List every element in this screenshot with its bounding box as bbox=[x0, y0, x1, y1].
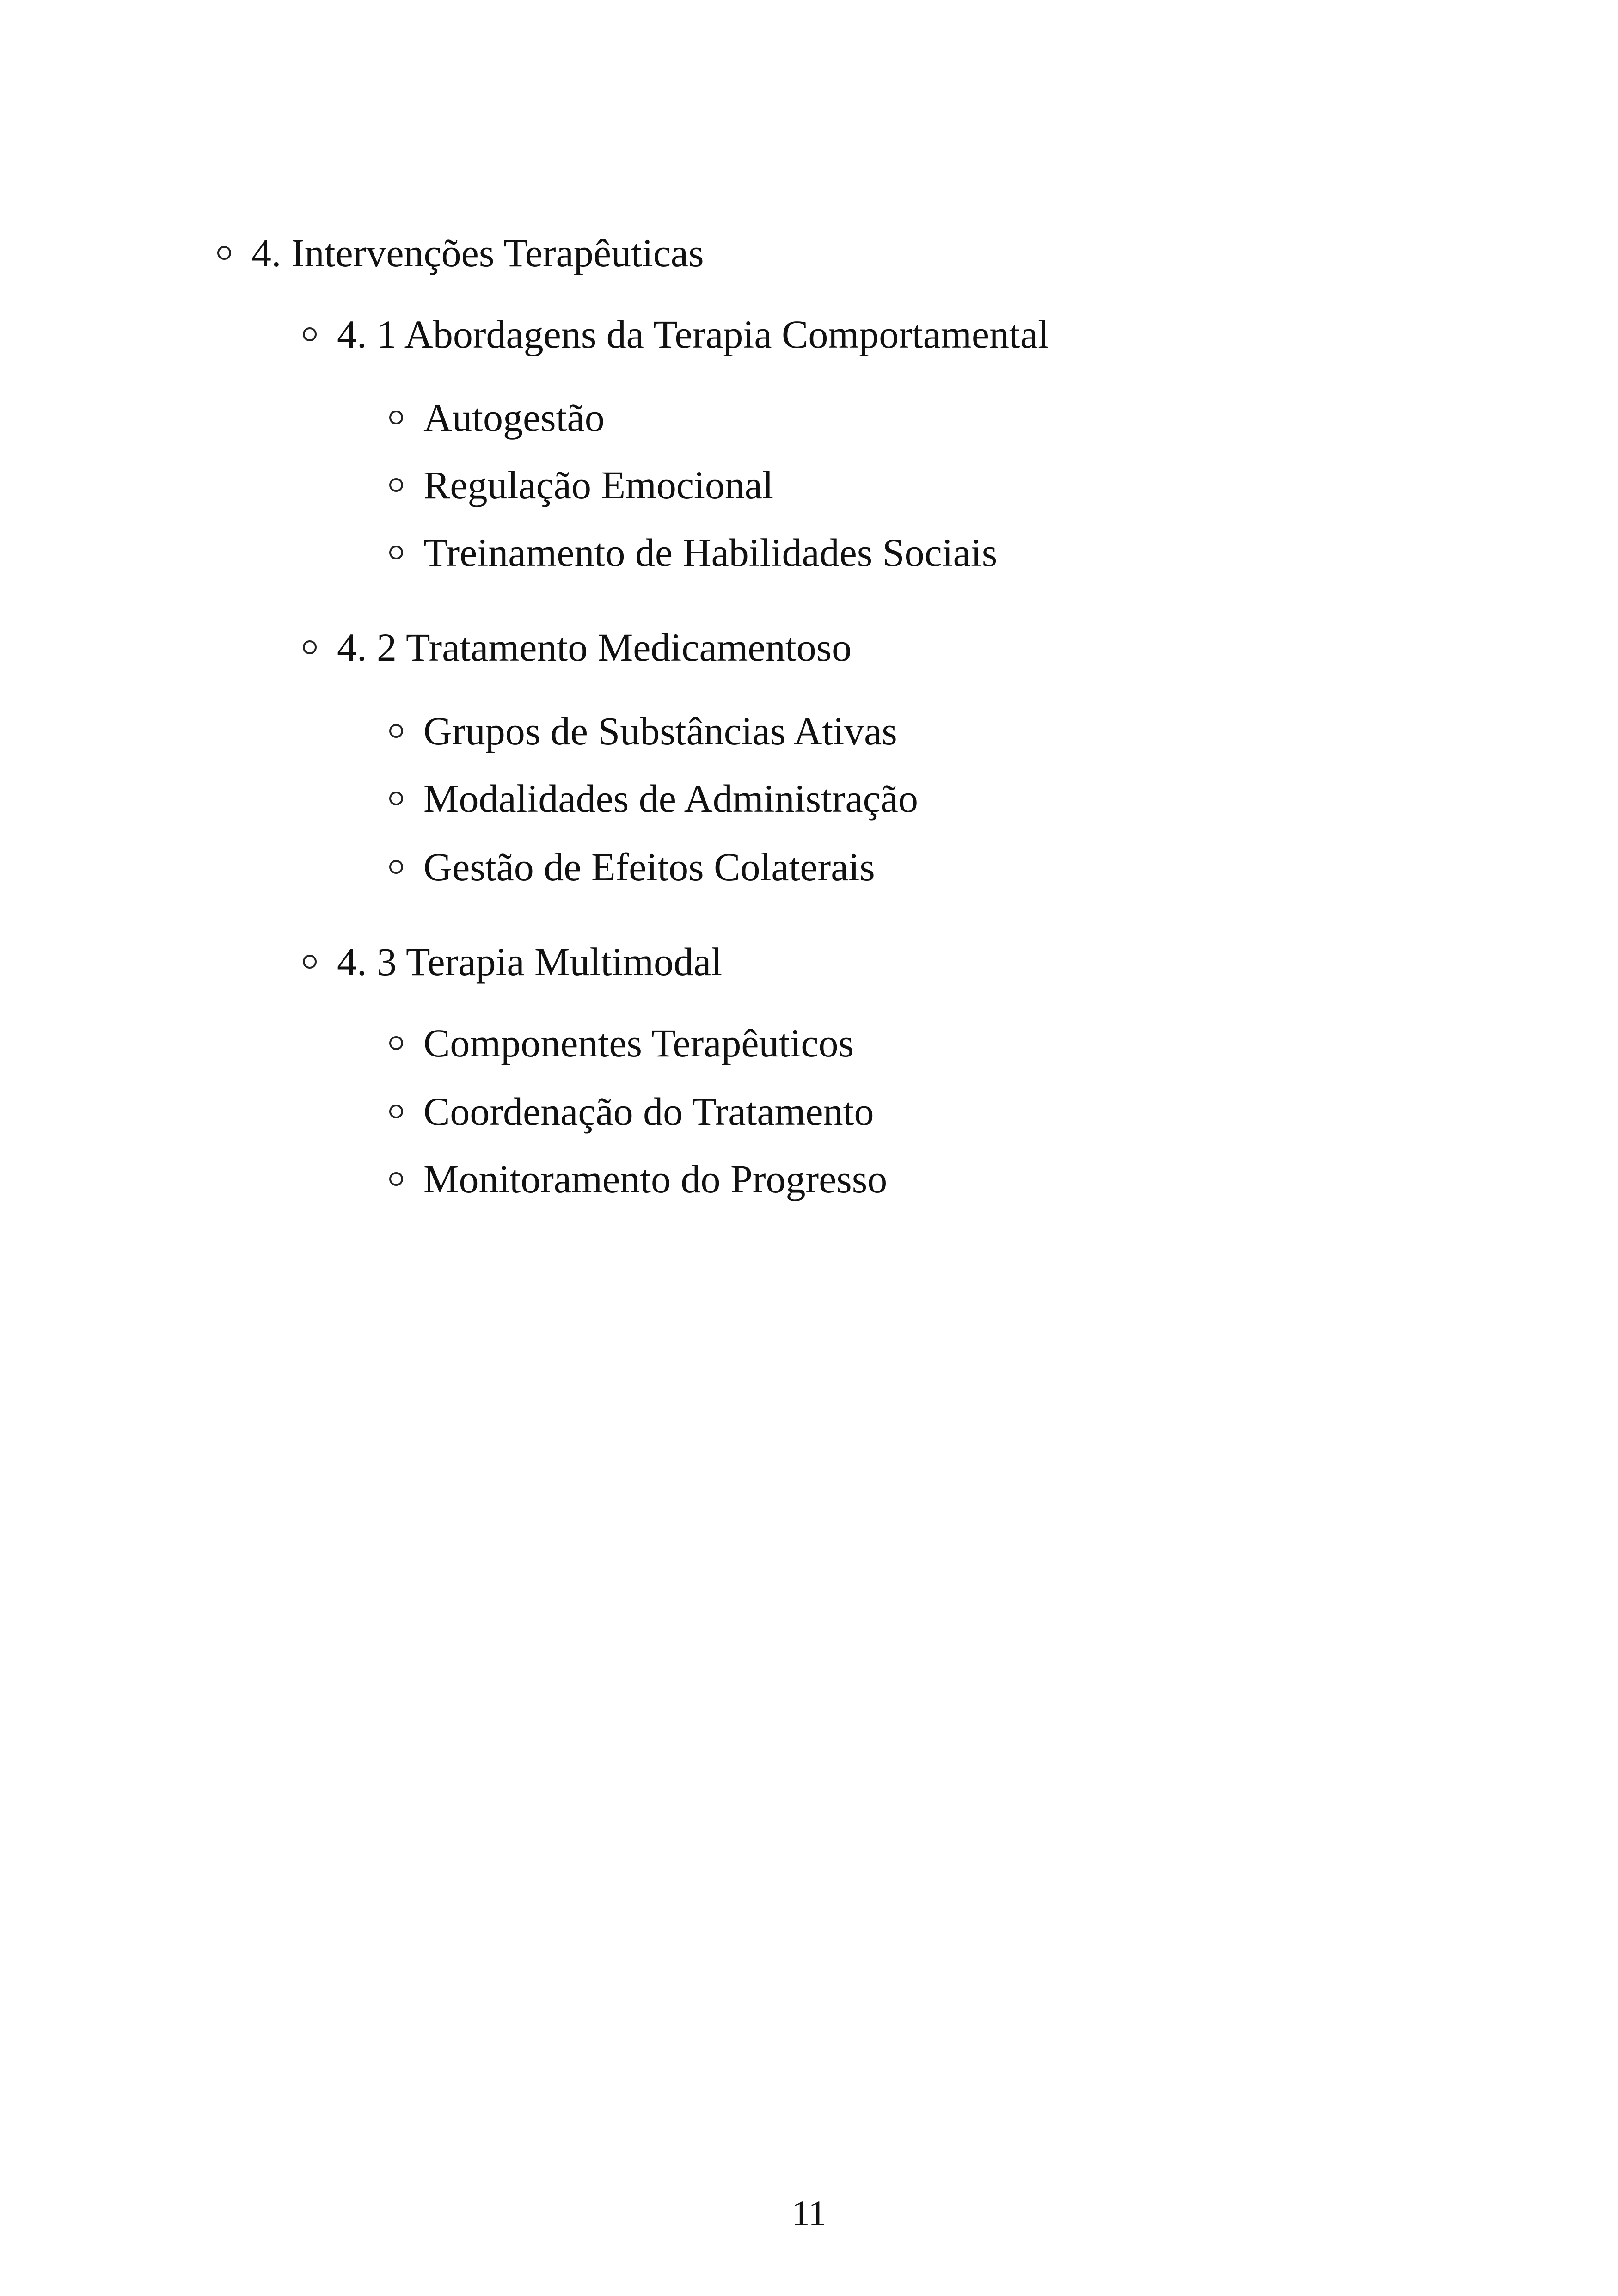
outline-subsection-3 bbox=[303, 939, 722, 985]
outline-item bbox=[389, 775, 918, 822]
subsection-title: 4. 1 Abordagens da Terapia Comportamental bbox=[337, 312, 1049, 356]
outline-item-label: Gestão de Efeitos Colaterais bbox=[423, 845, 875, 889]
hollow-circle-bullet-icon bbox=[217, 246, 231, 260]
hollow-circle-bullet-icon bbox=[389, 860, 403, 874]
outline-item bbox=[389, 844, 875, 890]
hollow-circle-bullet-icon bbox=[389, 724, 403, 738]
outline-item bbox=[389, 1156, 887, 1202]
outline-item-label: Monitoramento do Progresso bbox=[423, 1157, 888, 1201]
hollow-circle-bullet-icon bbox=[389, 478, 403, 492]
outline-subsection-2 bbox=[303, 624, 852, 670]
hollow-circle-bullet-icon bbox=[389, 792, 403, 805]
outline-item bbox=[389, 529, 997, 576]
hollow-circle-bullet-icon bbox=[389, 1105, 403, 1118]
outline-item-label: Coordenação do Tratamento bbox=[423, 1089, 874, 1134]
subsection-title: 4. 3 Terapia Multimodal bbox=[337, 939, 723, 984]
outline-item-label: Regulação Emocional bbox=[423, 463, 773, 507]
outline-item bbox=[389, 1088, 874, 1135]
hollow-circle-bullet-icon bbox=[303, 955, 317, 969]
outline-item-label: Modalidades de Administração bbox=[423, 776, 918, 821]
outline-section bbox=[217, 230, 704, 276]
outline-item bbox=[389, 462, 773, 508]
section-title: 4. Intervenções Terapêuticas bbox=[251, 231, 704, 275]
subsection-title: 4. 2 Tratamento Medicamentoso bbox=[337, 625, 852, 669]
outline-item-label: Autogestão bbox=[423, 395, 605, 440]
hollow-circle-bullet-icon bbox=[303, 327, 317, 341]
hollow-circle-bullet-icon bbox=[389, 411, 403, 424]
hollow-circle-bullet-icon bbox=[389, 546, 403, 559]
outline-item bbox=[389, 394, 605, 441]
page-number: 11 bbox=[791, 2193, 827, 2233]
outline-item-label: Treinamento de Habilidades Sociais bbox=[423, 530, 998, 575]
outline-item-label: Grupos de Substâncias Ativas bbox=[423, 709, 897, 753]
outline-subsection-1 bbox=[303, 311, 1049, 357]
outline-item-label: Componentes Terapêuticos bbox=[423, 1021, 854, 1065]
hollow-circle-bullet-icon bbox=[389, 1172, 403, 1186]
outline-item bbox=[389, 1020, 854, 1066]
hollow-circle-bullet-icon bbox=[303, 640, 317, 654]
hollow-circle-bullet-icon bbox=[389, 1036, 403, 1050]
outline-item bbox=[389, 708, 897, 754]
